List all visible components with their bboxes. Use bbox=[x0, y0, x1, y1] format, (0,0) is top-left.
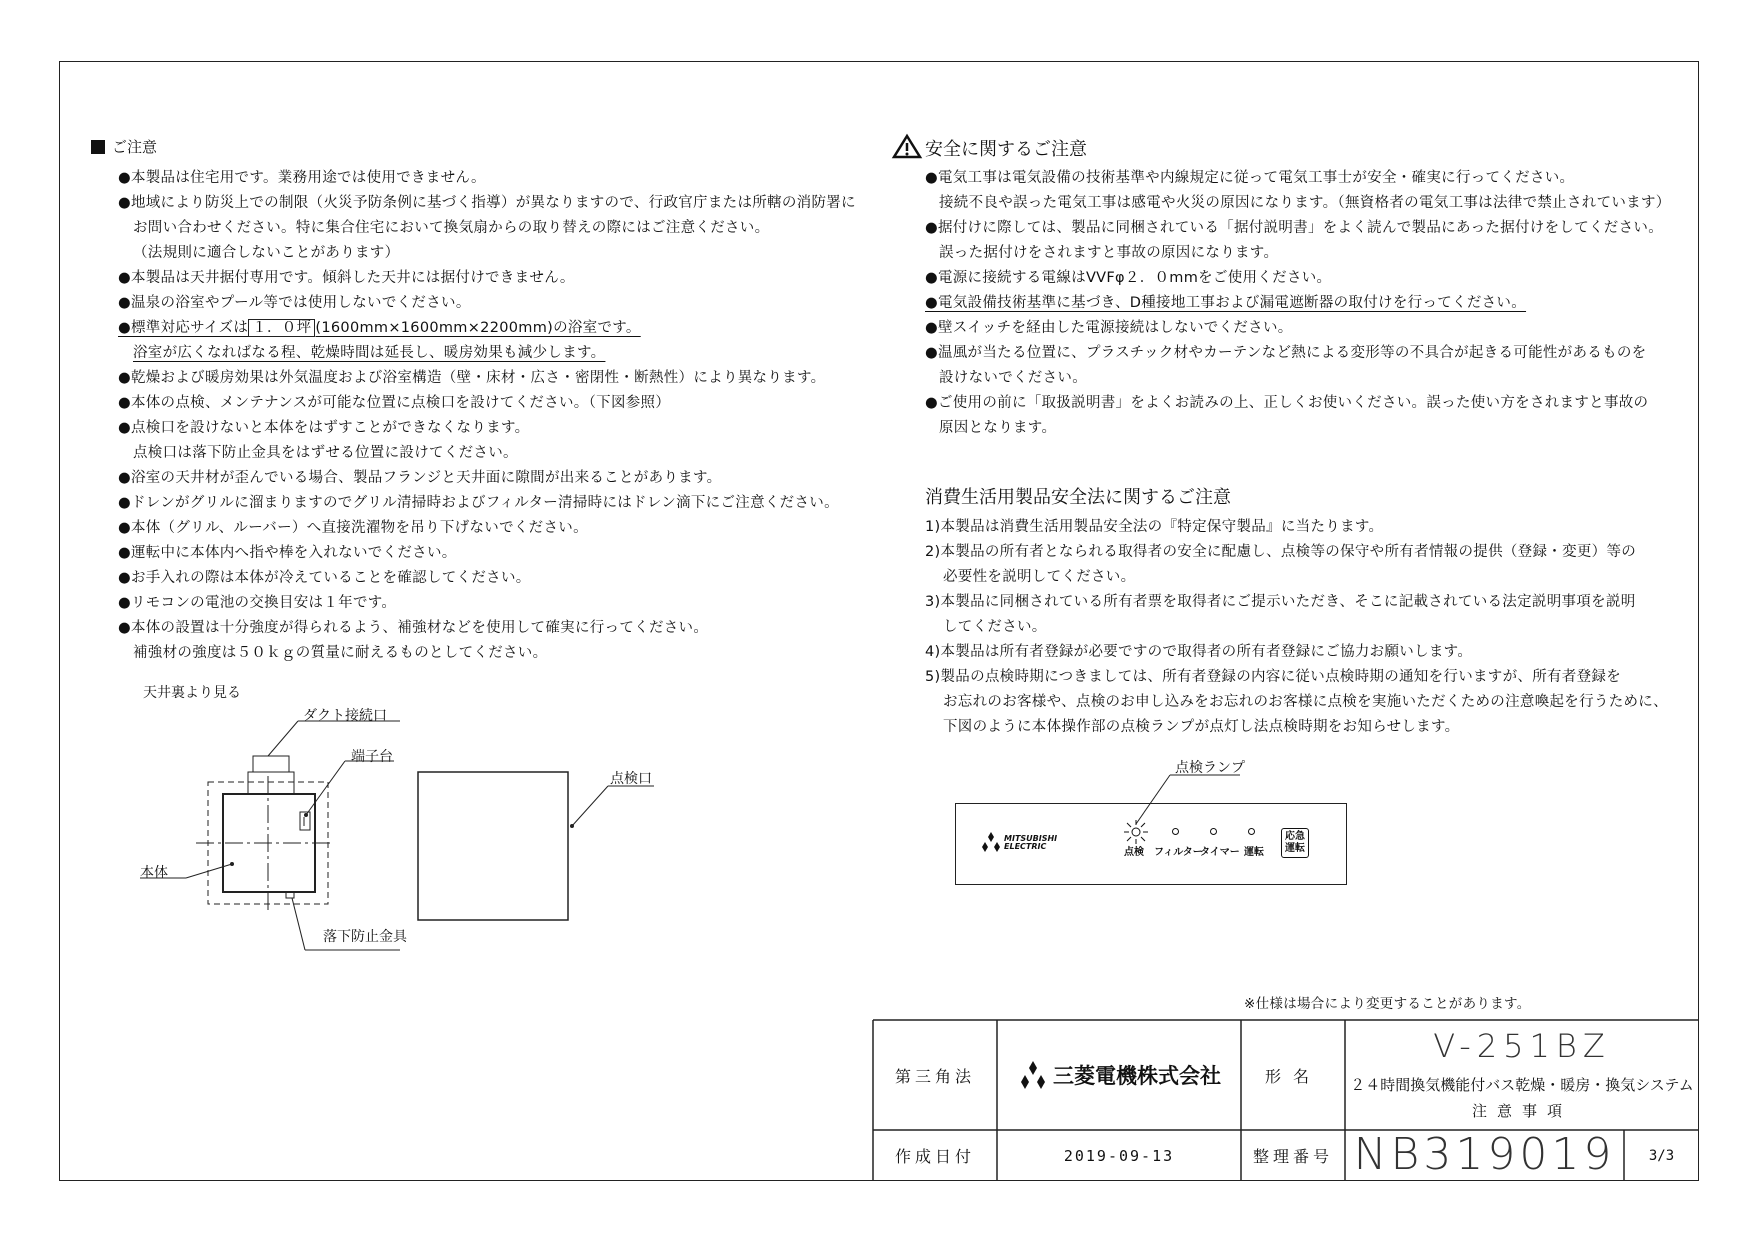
safety-line: ●据付けに際しては、製品に同梱されている「据付説明書」をよく読んで製品にあった据付けをしてください。 bbox=[925, 220, 1664, 236]
caution-line: 点検口は落下防止金具をはずせる位置に設けてください。 bbox=[133, 445, 518, 461]
safety-heading: 安全に関するご注意 bbox=[925, 139, 1087, 160]
caution-line: 補強材の強度は５０ｋｇの質量に耐えるものとしてください。 bbox=[133, 645, 548, 661]
document-title: 注意事項 bbox=[1471, 1101, 1572, 1120]
caution-line: ●地域により防災上での制限（火災予防条例に基づく指導）が異なりますので、行政官庁または所轄の消防署に bbox=[118, 195, 856, 211]
company-cell bbox=[997, 1020, 1241, 1130]
caution-line: ●本製品は住宅用です。業務用途では使用できません。 bbox=[118, 170, 486, 186]
product-name: ２４時間換気機能付バス乾燥・暖房・換気システム bbox=[1350, 1075, 1694, 1094]
view-label: 天井裏より見る bbox=[143, 685, 241, 701]
caution-line: ●温泉の浴室やプール等では使用しないでください。 bbox=[118, 295, 471, 311]
consumer-line: 5)製品の点検時期につきましては、所有者登録の内容に従い点検時期の通知を行いますが、所有者登録を bbox=[925, 669, 1621, 685]
safety-line: 原因となります。 bbox=[939, 420, 1057, 436]
consumer-line: お忘れのお客様や、点検のお申し込みをお忘れのお客様に点検を実施いただくための注意喚起を行うために、 bbox=[943, 694, 1668, 710]
size-boxed-value: １．０坪 bbox=[248, 319, 315, 337]
page-number: 3/3 bbox=[1648, 1147, 1675, 1164]
creation-date: 2019-09-13 bbox=[1063, 1146, 1175, 1165]
bracket-label: 落下防止金具 bbox=[323, 929, 407, 945]
date-label: 作成日付 bbox=[894, 1147, 975, 1166]
model-label: 形名 bbox=[1264, 1066, 1321, 1086]
caution-line: ●運転中に本体内へ指や棒を入れないでください。 bbox=[118, 545, 457, 561]
caution-line: お問い合わせください。特に集合住宅において換気扇からの取り替えの際にはご注意ください。 bbox=[133, 220, 770, 236]
safety-line: ●温風が当たる位置に、プラスチック材やカーテンなど熱による変形等の不具合が起きる可能性があるものを bbox=[925, 345, 1647, 361]
safety-line: ●壁スイッチを経由した電源接続はしないでください。 bbox=[925, 320, 1293, 336]
company-logo-icon bbox=[1017, 1061, 1049, 1089]
document-number: NB319019 bbox=[1353, 1129, 1616, 1180]
indicator-label: 運転 bbox=[1244, 847, 1264, 858]
emergency-label-2: 運転 bbox=[1285, 843, 1305, 854]
consumer-line: 4)本製品は所有者登録が必要ですので取得者の所有者登録にご協力お願いします。 bbox=[925, 644, 1473, 660]
brand-line2: ELECTRIC bbox=[1004, 842, 1047, 851]
caution-line: ●リモコンの電池の交換目安は１年です。 bbox=[118, 595, 397, 611]
caution-line: ●浴室の天井材が歪んでいる場合、製品フランジと天井面に隙間が出来ることがあります。 bbox=[118, 470, 722, 486]
indicator-label: フィルター bbox=[1154, 847, 1203, 858]
caution-line: ●ドレンがグリルに溜まりますのでグリル清掃時およびフィルター清掃時にはドレン滴下にご注意ください。 bbox=[118, 495, 839, 511]
safety-line: 設けないでください。 bbox=[939, 370, 1087, 386]
caution-line: ●本体（グリル、ルーバー）へ直接洗濯物を吊り下げないでください。 bbox=[118, 520, 588, 536]
caution-line: ●本製品は天井据付専用です。傾斜した天井には据付けできません。 bbox=[118, 270, 575, 286]
indicator-label: タイマー bbox=[1200, 847, 1240, 858]
consumer-line: 必要性を説明してください。 bbox=[943, 569, 1136, 585]
safety-line: 誤った据付けをされますと事故の原因になります。 bbox=[939, 245, 1279, 261]
cautions-heading: ご注意 bbox=[112, 138, 158, 156]
projection-method: 第三角法 bbox=[894, 1066, 975, 1086]
safety-line: ●ご使用の前に「取扱説明書」をよくお読みの上、正しくお使いください。誤った使い方をされますと事故の bbox=[925, 395, 1649, 411]
consumer-line: 下図のように本体操作部の点検ランプが点灯し法点検時期をお知らせします。 bbox=[943, 719, 1460, 735]
caution-line: ●乾燥および暖房効果は外気温度および浴室構造（壁・床材・広さ・密閉性・断熱性）により異なります。 bbox=[118, 370, 826, 386]
safety-line: ●電気設備技術基準に基づき、D種接地工事および漏電遮断器の取付けを行ってください。 bbox=[925, 295, 1527, 311]
emergency-label-1: 応急 bbox=[1285, 831, 1305, 842]
body-label: 本体 bbox=[140, 865, 168, 881]
caution-line: ●お手入れの際は本体が冷えていることを確認してください。 bbox=[118, 570, 531, 586]
consumer-line: してください。 bbox=[943, 619, 1047, 635]
brand-line1: MITSUBISHI bbox=[1004, 834, 1058, 843]
lamp-label: 点検ランプ bbox=[1175, 760, 1245, 776]
inspection-label: 点検口 bbox=[610, 771, 652, 787]
size-prefix: ●標準対応サイズは bbox=[118, 320, 249, 336]
duct-label: ダクト接続口 bbox=[303, 708, 387, 724]
caution-line: ●点検口を設けないと本体をはずすことができなくなります。 bbox=[118, 420, 530, 436]
terminal-label: 端子台 bbox=[351, 749, 393, 765]
company-name: 三菱電機株式会社 bbox=[1053, 1064, 1221, 1088]
safety-line: ●電源に接続する電線はVVFφ２．０mmをご使用ください。 bbox=[925, 270, 1332, 286]
consumer-line: 3)本製品に同梱されている所有者票を取得者にご提示いただき、そこに記載されている法定説明事項を説明 bbox=[925, 594, 1636, 610]
consumer-heading: 消費生活用製品安全法に関するご注意 bbox=[925, 487, 1231, 508]
consumer-line: 1)本製品は消費生活用製品安全法の『特定保守製品』に当たります。 bbox=[925, 519, 1384, 535]
caution-line: 浴室が広くなればなる程、乾燥時間は延長し、暖房効果も減少します。 bbox=[133, 345, 606, 361]
caution-line: ●本体の設置は十分強度が得られるよう、補強材などを使用して確実に行ってください。 bbox=[118, 620, 709, 636]
caution-line: （法規則に適合しないことがあります） bbox=[133, 245, 400, 261]
indicator-label: 点検 bbox=[1124, 847, 1144, 858]
spec-note: ※仕様は場合により変更することがあります。 bbox=[1244, 996, 1531, 1012]
number-label: 整理番号 bbox=[1252, 1147, 1333, 1166]
caution-line: ●本体の点検、メンテナンスが可能な位置に点検口を設けてください。（下図参照） bbox=[118, 395, 671, 411]
safety-line: ●電気工事は電気設備の技術基準や内線規定に従って電気工事士が安全・確実に行ってください。 bbox=[925, 170, 1575, 186]
model-number: V-251BZ bbox=[1433, 1027, 1611, 1065]
safety-line: 接続不良や誤った電気工事は感電や火災の原因になります。（無資格者の電気工事は法律で禁止されています） bbox=[939, 195, 1671, 211]
consumer-line: 2)本製品の所有者となられる取得者の安全に配慮し、点検等の保守や所有者情報の提供（登録・変更）等の bbox=[925, 544, 1637, 560]
size-suffix: (1600mm×1600mm×2200mm)の浴室です。 bbox=[315, 320, 641, 336]
